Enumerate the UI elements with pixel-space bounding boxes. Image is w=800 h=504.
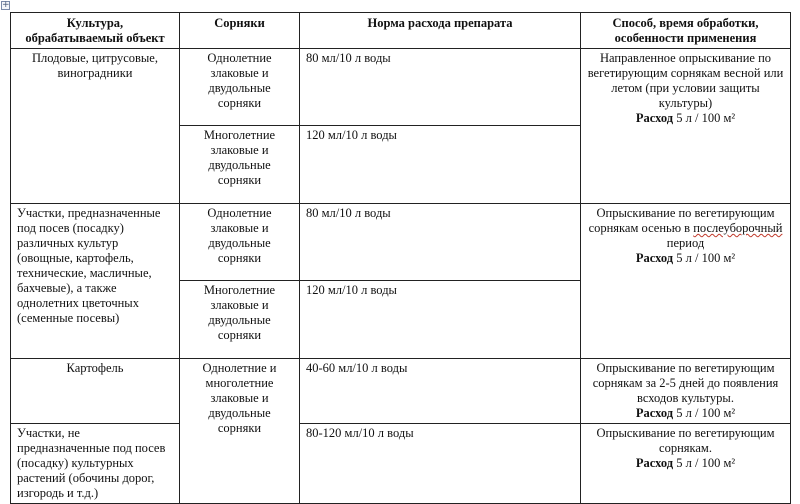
header-culture: Культура, обрабатываемый объект <box>11 13 180 49</box>
header-weeds: Сорняки <box>180 13 300 49</box>
header-method: Способ, время обработки, особенности применения <box>581 13 791 49</box>
flow-value: 5 л / 100 м² <box>676 456 736 470</box>
rate-cell: 120 мл/10 л воды <box>300 281 581 359</box>
method-text: Опрыскивание по вегетирующим сорнякам осенью в <box>588 206 775 235</box>
weeds-cell: Многолетние злаковые и двудольные сорняки <box>180 281 300 359</box>
flow-label: Расход <box>635 251 674 265</box>
table-row <box>11 204 791 281</box>
table-row <box>11 424 791 504</box>
flow-value: 5 л / 100 м² <box>676 111 736 125</box>
culture-cell: Участки, предназначенные под посев (посадку) различных культур (овощные, картофель, технические, масличные, бахчевые), а также однолетних цветочных (семенные посевы) <box>11 204 180 359</box>
table-move-handle-icon[interactable]: + <box>2 0 10 10</box>
table-row <box>11 49 791 126</box>
weeds-cell: Многолетние злаковые и двудольные сорняки <box>180 126 300 204</box>
rate-cell: 40-60 мл/10 л воды <box>300 359 581 424</box>
method-cell <box>581 49 791 204</box>
header-rate: Норма расхода препарата <box>300 13 581 49</box>
method-cell <box>581 359 791 424</box>
weeds-cell: Однолетние и многолетние злаковые и двудольные сорняки <box>180 359 300 504</box>
flow-label: Расход <box>635 406 674 420</box>
rate-cell: 80 мл/10 л воды <box>300 204 581 281</box>
misspelled-word: послеуборочный <box>693 221 783 235</box>
culture-cell: Участки, не предназначенные под посев (посадку) культурных растений (обочины дорог, изгородь и т.д.) <box>11 424 180 504</box>
weeds-cell: Однолетние злаковые и двудольные сорняки <box>180 49 300 126</box>
weeds-cell: Однолетние злаковые и двудольные сорняки <box>180 204 300 281</box>
rate-cell: 120 мл/10 л воды <box>300 126 581 204</box>
method-text: Опрыскивание по вегетирующим сорнякам. <box>596 426 775 455</box>
rate-cell: 80-120 мл/10 л воды <box>300 424 581 504</box>
flow-label: Расход <box>635 456 674 470</box>
method-cell <box>581 424 791 504</box>
flow-label: Расход <box>635 111 674 125</box>
herbicide-table <box>10 12 791 504</box>
flow-value: 5 л / 100 м² <box>676 406 736 420</box>
method-text: Направленное опрыскивание по вегетирующим сорнякам весной или летом (при условии защиты культуры) <box>587 51 784 110</box>
method-text-end: период <box>666 236 705 250</box>
method-cell <box>581 204 791 359</box>
table-header-row <box>11 13 791 49</box>
culture-cell: Плодовые, цитрусовые, виноградники <box>11 49 180 204</box>
method-text: Опрыскивание по вегетирующим сорнякам за 2-5 дней до появления всходов культуры. <box>592 361 779 405</box>
culture-cell: Картофель <box>11 359 180 424</box>
table-row <box>11 359 791 424</box>
rate-cell: 80 мл/10 л воды <box>300 49 581 126</box>
flow-value: 5 л / 100 м² <box>676 251 736 265</box>
